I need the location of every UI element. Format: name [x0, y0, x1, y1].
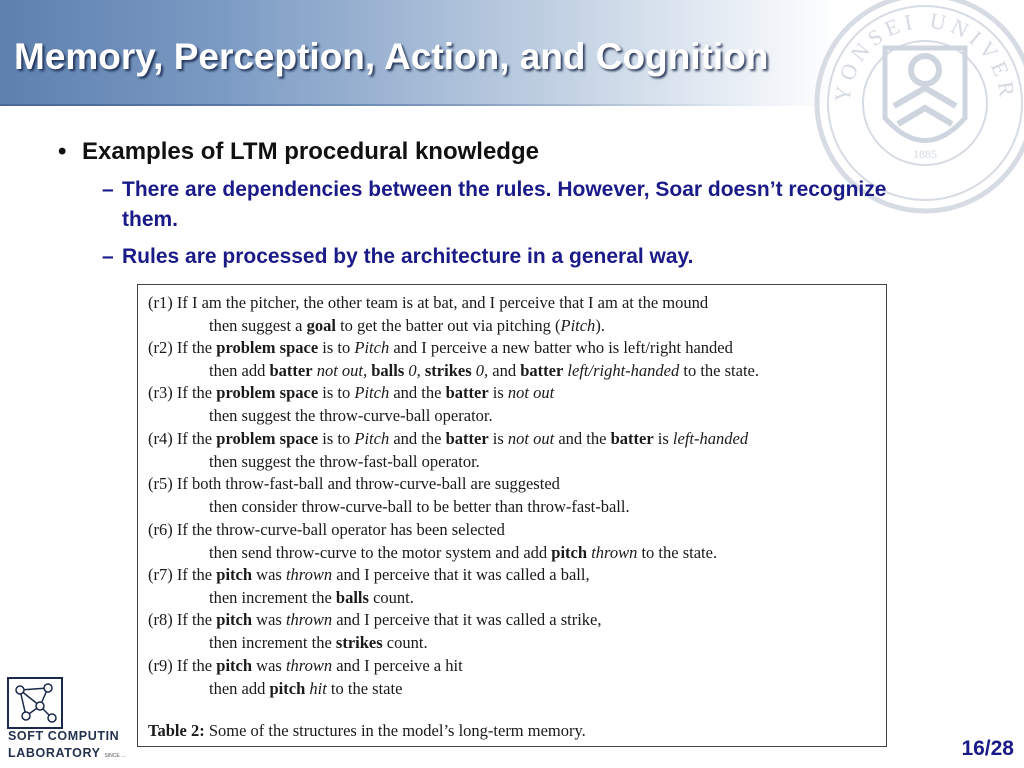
- rule-text-segment: problem space: [216, 383, 319, 402]
- rule-text-segment: was: [252, 565, 286, 584]
- rule-text-segment: and the: [389, 383, 446, 402]
- rule-text-segment: then add: [209, 361, 270, 380]
- rule-condition: [148, 520, 505, 539]
- rule-text-segment: pitch: [551, 543, 588, 562]
- rule-text-segment: is to: [318, 429, 355, 448]
- rule-text-segment: and I perceive a hit: [332, 656, 463, 675]
- table-caption: [148, 721, 586, 741]
- rule-text-segment: count.: [382, 633, 428, 652]
- rule-action: [148, 543, 878, 563]
- network-graph-logo-icon: [6, 676, 66, 731]
- rule-text-segment: then send throw-curve to the motor system and add: [209, 543, 552, 562]
- rule-text-segment: then add: [209, 679, 270, 698]
- rule-text-segment: (r6) If the throw-curve-ball operator has been selected: [148, 520, 505, 539]
- rule-action: [148, 316, 878, 336]
- header-divider: [0, 104, 760, 106]
- rule-condition: [148, 565, 590, 584]
- rule-text-segment: (r4) If the: [148, 429, 217, 448]
- rule-action: [148, 679, 878, 699]
- seal-name-text: YONSEI UNIVER: [829, 7, 1021, 104]
- rule-text-segment: batter: [269, 361, 313, 380]
- rule-text-segment: was: [252, 610, 286, 629]
- rule-text-segment: (r1) If I am the pitcher, the other team is at bat, and I perceive that I am at the mound: [148, 293, 709, 312]
- rule-text-segment: batter: [445, 383, 489, 402]
- rule-text-segment: not out: [507, 429, 555, 448]
- rule-text-segment: then suggest the throw-fast-ball operator.: [209, 452, 480, 471]
- rule-text-segment: and I perceive that it was called a ball,: [332, 565, 590, 584]
- rule-text-segment: thrown: [285, 565, 333, 584]
- sub-bullet-marker: –: [102, 245, 114, 268]
- caption-text: Some of the structures in the model’s long-term memory.: [204, 721, 586, 740]
- sub-bullet: [102, 175, 932, 235]
- bullet-point: [58, 138, 539, 166]
- rule-text-segment: then suggest the throw-curve-ball operator.: [209, 406, 493, 425]
- rule-text-segment: thrown: [285, 610, 333, 629]
- rule-action: [148, 406, 878, 426]
- rule-text-segment: not out,: [316, 361, 368, 380]
- rule-text-segment: pitch: [269, 679, 306, 698]
- rule-text-segment: and: [488, 361, 521, 380]
- rule-text-segment: left-handed: [672, 429, 749, 448]
- rule-text-segment: to the state: [326, 679, 403, 698]
- rule-1: [148, 293, 878, 336]
- rule-6: [148, 520, 878, 563]
- rule-3: [148, 383, 878, 426]
- lab-name: [8, 728, 125, 765]
- rule-8: [148, 610, 878, 653]
- rule-text-segment: Pitch: [354, 383, 390, 402]
- lab-name-line2: LABORATORY: [8, 746, 101, 760]
- sub-bullet-marker: –: [102, 178, 114, 201]
- rule-condition: [148, 429, 748, 448]
- rule-text-segment: goal: [306, 316, 336, 335]
- rule-text-segment: not out: [507, 383, 555, 402]
- rule-text-segment: batter: [610, 429, 654, 448]
- rule-2: [148, 338, 878, 381]
- seal-year-text: 1885: [913, 147, 937, 161]
- caption-label: Table 2:: [148, 721, 205, 740]
- rule-text-segment: and I perceive a new batter who is left/right handed: [389, 338, 733, 357]
- sub-bullet-text: There are dependencies between the rules. However, Soar doesn’t recognize them.: [122, 178, 887, 231]
- bullet-marker: •: [58, 138, 67, 165]
- rule-text-segment: balls: [335, 588, 369, 607]
- rule-condition: [148, 656, 463, 675]
- rule-text-segment: is: [488, 383, 508, 402]
- rule-text-segment: pitch: [216, 656, 253, 675]
- rule-text-segment: then increment the: [209, 633, 336, 652]
- rule-9: [148, 656, 878, 699]
- rule-4: [148, 429, 878, 472]
- rule-text-segment: is: [488, 429, 508, 448]
- rule-text-segment: pitch: [216, 610, 253, 629]
- rule-text-segment: (r2) If the: [148, 338, 217, 357]
- rule-condition: [148, 383, 554, 402]
- rule-condition: [148, 610, 602, 629]
- rule-text-segment: (r8) If the: [148, 610, 217, 629]
- rule-condition: [148, 474, 560, 493]
- rule-text-segment: Pitch: [354, 429, 390, 448]
- sub-bullet: [102, 242, 932, 272]
- rule-text-segment: Pitch: [560, 316, 596, 335]
- rule-text-segment: hit: [309, 679, 327, 698]
- rule-text-segment: thrown: [591, 543, 638, 562]
- rule-text-segment: to the state.: [679, 361, 759, 380]
- slide-title: Memory, Perception, Action, and Cognition: [14, 36, 769, 77]
- rule-action: [148, 497, 878, 517]
- rule-text-segment: is to: [318, 338, 355, 357]
- bullet-text: Examples of LTM procedural knowledge: [82, 138, 539, 165]
- rule-text-segment: is to: [318, 383, 355, 402]
- rule-text-segment: (r9) If the: [148, 656, 217, 675]
- page-number: 16/28: [961, 737, 1014, 760]
- lab-name-line1: SOFT COMPUTIN: [8, 729, 120, 743]
- rule-text-segment: thrown: [285, 656, 333, 675]
- rule-text-segment: count.: [368, 588, 414, 607]
- rule-5: [148, 474, 878, 517]
- rule-action: [148, 361, 878, 381]
- rule-text-segment: (r7) If the: [148, 565, 217, 584]
- rule-action: [148, 588, 878, 608]
- rule-text-segment: Pitch: [354, 338, 390, 357]
- rule-text-segment: strikes: [424, 361, 472, 380]
- rules-table-image: [137, 284, 887, 747]
- rule-condition: [148, 338, 733, 357]
- rule-text-segment: strikes: [335, 633, 383, 652]
- rule-text-segment: then suggest a: [209, 316, 307, 335]
- rule-text-segment: balls: [371, 361, 405, 380]
- rule-text-segment: then increment the: [209, 588, 336, 607]
- rule-text-segment: and the: [554, 429, 611, 448]
- rule-text-segment: problem space: [216, 429, 319, 448]
- rule-action: [148, 633, 878, 653]
- sub-bullet-text: Rules are processed by the architecture in a general way.: [122, 245, 694, 268]
- rule-text-segment: 0,: [408, 361, 421, 380]
- rule-text-segment: then consider throw-curve-ball to be better than throw-fast-ball.: [209, 497, 630, 516]
- lab-since: SINCE ...: [104, 753, 126, 759]
- rule-text-segment: is: [653, 429, 673, 448]
- rule-text-segment: ).: [595, 316, 605, 335]
- rule-text-segment: and I perceive that it was called a strike,: [332, 610, 602, 629]
- rule-text-segment: to get the batter out via pitching (: [335, 316, 561, 335]
- rule-text-segment: pitch: [216, 565, 253, 584]
- rule-text-segment: (r5) If both throw-fast-ball and throw-curve-ball are suggested: [148, 474, 560, 493]
- rule-text-segment: and the: [389, 429, 446, 448]
- rule-text-segment: (r3) If the: [148, 383, 217, 402]
- rule-text-segment: batter: [445, 429, 489, 448]
- rule-text-segment: batter: [520, 361, 564, 380]
- rule-action: [148, 452, 878, 472]
- rule-text-segment: to the state.: [637, 543, 718, 562]
- rule-text-segment: was: [252, 656, 286, 675]
- rule-7: [148, 565, 878, 608]
- rule-text-segment: problem space: [216, 338, 319, 357]
- rule-condition: [148, 293, 708, 312]
- rule-text-segment: 0,: [475, 361, 489, 380]
- rule-text-segment: left/right-handed: [567, 361, 680, 380]
